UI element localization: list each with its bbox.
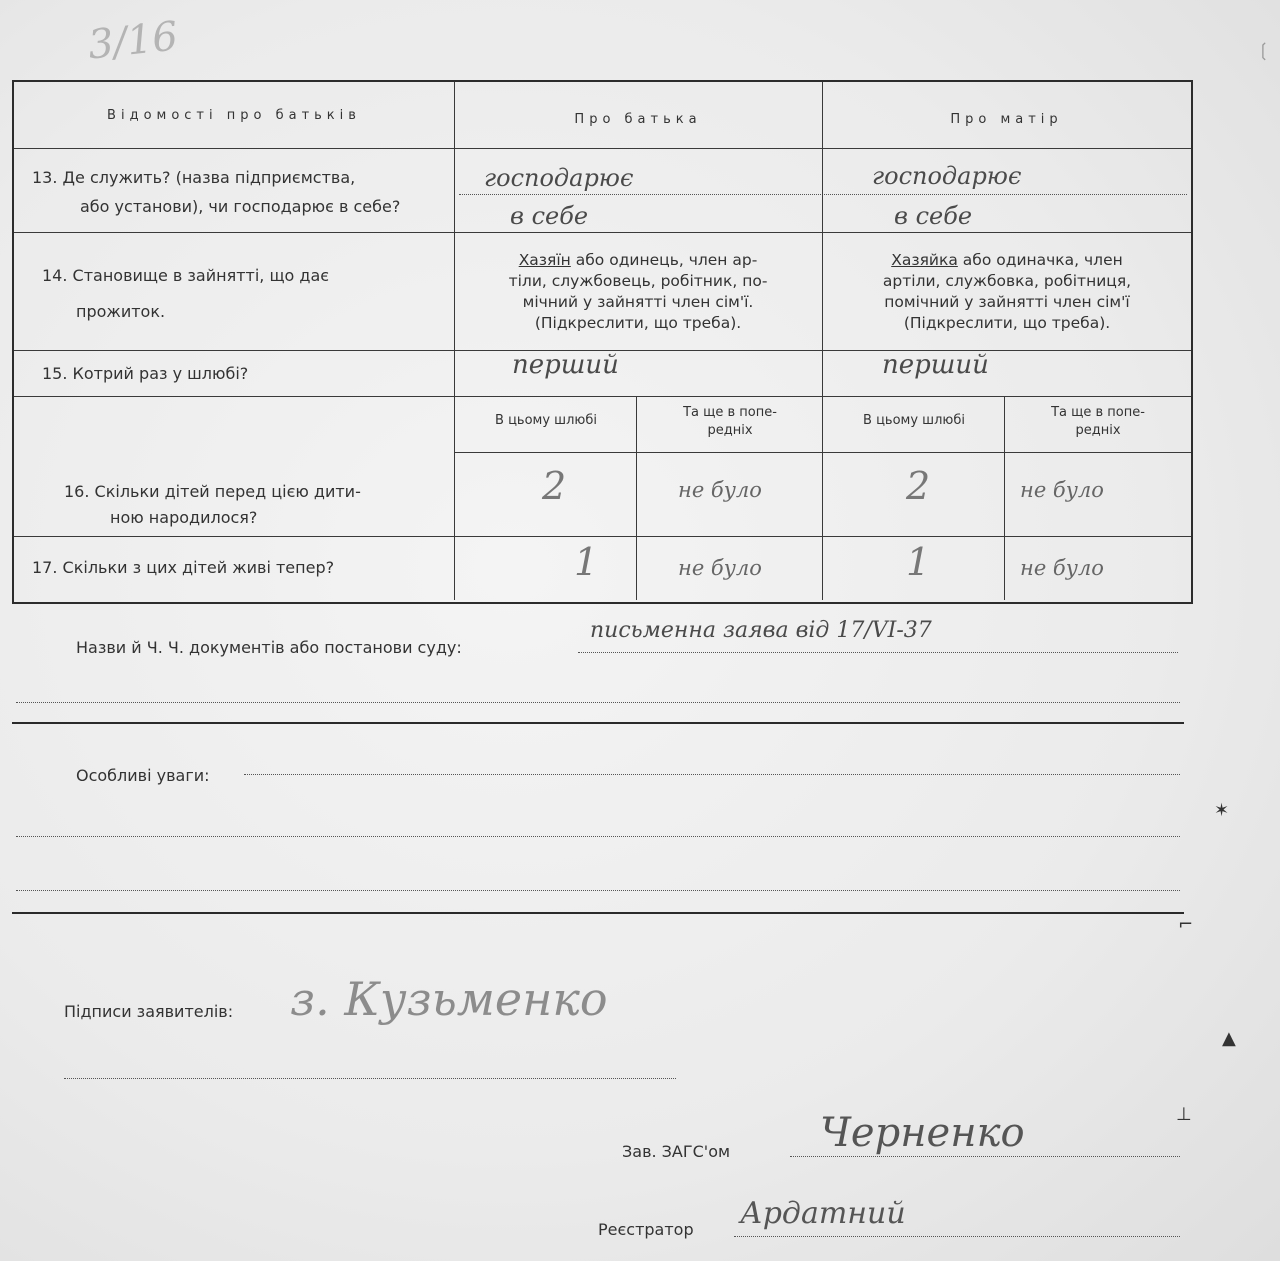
q14-father-options: Хазяїн або одинець, член ар- тіли, службовець, робітник, по- мічний у зайнятті член сім'ї. (Підкреслити, що треба). [508,251,768,332]
row-divider [14,148,1191,149]
q13-label-line1: 13. Де служить? (назва підприємства, [32,168,356,187]
registrar-line [734,1236,1180,1237]
q15-mother-value: перший [882,350,989,380]
applicants-signature: з. Кузьменко [290,972,608,1026]
remarks-line-1 [244,774,1180,775]
q16-father-previous: не було [678,478,762,502]
q13-mother-line1: господарює [872,162,1022,190]
binding-hole-mark: ⊥ [1176,1104,1192,1125]
q14-label-line1: 14. Становище в зайнятті, що дає [42,266,330,285]
corner-number: 3/16 [85,13,180,69]
column-divider [822,82,823,600]
section-divider-2 [12,912,1184,914]
q14-mother-options: Хазяйка або одиначка, член артіли, службовка, робітниця, помічний у зайнятті член сім'ї (Підкреслити, що треба). [882,251,1132,332]
row-divider [14,536,1191,537]
binding-hole-mark: ▲ [1222,1028,1236,1049]
column-divider [454,82,455,600]
remarks-line-3 [16,890,1180,891]
binding-hole-mark: ✶ [1214,800,1230,821]
section-divider [12,722,1184,724]
parents-info-table [12,80,1193,604]
q14-label-line2: прожиток. [76,302,166,321]
header-father: Про батька [574,112,702,127]
registrar-signature: Ардатний [740,1196,906,1231]
remarks-label: Особливі уваги: [76,766,210,785]
subheader-father-this: В цьому шлюбі [495,413,597,428]
documents-label: Назви й Ч. Ч. документів або постанови суду: [76,638,462,657]
q13-mother-line2: в себе [894,202,973,230]
subheader-mother-this: В цьому шлюбі [863,413,965,428]
zags-label: Зав. ЗАГС'ом [622,1142,731,1161]
zags-line [790,1156,1180,1157]
q17-father-this: 1 [574,540,599,584]
q15-father-value: перший [512,350,619,380]
q16-label-line1: 16. Скільки дітей перед цією дити- [64,482,361,501]
row-divider [14,232,1191,233]
q16-label-line2: ною народилося? [110,508,258,527]
q14-mother-selected: Хазяйка [891,251,958,269]
q13-label-line2: або установи), чи господарює в себе? [80,197,401,216]
q17-mother-this: 1 [906,540,931,584]
documents-line [578,652,1178,653]
documents-value: письменна заява від 17/VI-37 [590,618,932,643]
documents-line-2 [16,702,1180,703]
subheader-mother-previous: Та ще в попе- редніх [1051,405,1145,438]
q13-father-line2: в себе [510,202,589,230]
q14-father-selected: Хазяїн [518,251,571,269]
subheader-father-previous: Та ще в попе- редніх [683,405,777,438]
column-divider [636,396,637,600]
q17-label: 17. Скільки з цих дітей живі тепер? [32,558,335,577]
q13-dotted-line [459,194,1187,195]
q16-mother-previous: не було [1020,478,1104,502]
binding-hole-mark: ⌐ [1178,914,1194,935]
remarks-line-2 [16,836,1180,837]
q17-mother-previous: не було [1020,556,1104,580]
zags-signature: Черненко [820,1110,1025,1156]
q16-mother-this: 2 [906,464,931,508]
header-mother: Про матір [950,112,1063,127]
applicants-label: Підписи заявителів: [64,1002,234,1021]
header-info: Відомості про батьків [107,108,361,123]
column-divider [1004,396,1005,600]
applicants-line [64,1078,676,1079]
page-edge-mark: ❲ [1256,40,1272,61]
q15-label: 15. Котрий раз у шлюбі? [42,364,249,383]
q17-father-previous: не було [678,556,762,580]
row-divider [14,396,1191,397]
q13-father-line1: господарює [484,164,634,192]
registrar-label: Реєстратор [598,1220,694,1239]
q16-father-this: 2 [542,464,567,508]
